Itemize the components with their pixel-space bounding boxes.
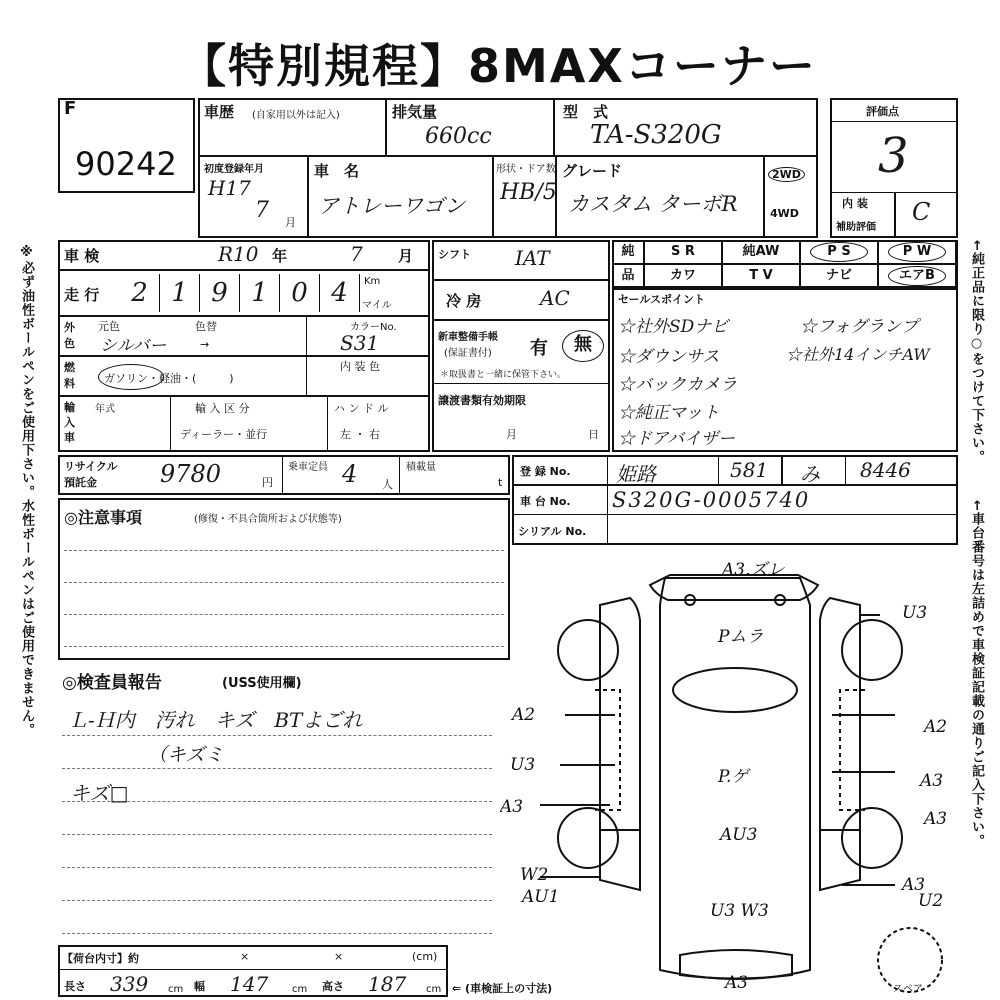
inspection-label: 車 検 [64,247,100,265]
equipment-cell: カワ [644,264,722,288]
fuel-selected-circle [98,364,164,390]
recycle-unit: 円 [262,476,273,489]
car-name-label: 車 名 [314,162,360,180]
cargo-width-label: 幅 [194,980,205,993]
mileage-label: 走 行 [64,286,100,304]
inspector-label: ◎検査員報告 [62,673,162,693]
score-value: 3 [878,128,909,184]
cargo-height-label: 高さ [322,980,344,993]
interior-color-label: 内 装 色 [340,360,380,373]
left-side-note: ※必ず油性ボールペンをご使用下さい。水性ボールペンはご使用できません。 [19,245,34,737]
body-label: 形状・ドア数 [496,164,556,175]
cargo-unit: (cm) [412,950,438,963]
odometer-digit: 1 [160,274,200,312]
color-value: シルバー [100,336,167,356]
equipment-cell: P W [878,240,956,264]
ac-value: AC [540,286,570,310]
displacement-value: 660cc [425,124,492,149]
grade-value: カスタム ターボR [568,192,738,216]
drive-4wd: 4WD [770,207,799,220]
equipment-cell: ナビ [800,264,878,288]
right-rear-panel [820,830,860,890]
import-class-options: ディーラー・並行 [180,428,268,441]
load-label: 積載量 [406,462,436,473]
drive-2wd: 2WD [768,168,805,181]
corner-mark: F [64,98,77,119]
import-handle-label: ハ ン ド ル [334,402,389,415]
history-label: 車歴 [204,103,235,121]
equipment-circle-mark [888,242,946,262]
sales-points-label: セールスポイント [618,293,706,306]
car-name-value: アトレーワゴン [318,194,465,218]
equipment-circle-mark [888,266,946,286]
diag-label-roof-rear: AU3 [720,825,758,845]
cargo-x1: × [240,950,250,963]
sales-point-1: ☆社外SDナビ [618,317,729,337]
inspection-year: R10 [218,242,259,266]
fuel-label: 燃料 [64,361,75,390]
equipment-cell: 純 [612,240,644,264]
chassis-label: 車 台 No. [520,495,571,508]
wheel-front-left [558,620,618,680]
color-section-label: 外色 [64,321,75,350]
recycle-value: 9780 [160,460,222,488]
model-value: TA-S320G [590,120,722,150]
spare-tire [878,928,942,992]
diag-label-lf-door: A2 [512,705,536,725]
sales-point-5: ☆バックカメラ [618,375,737,395]
registration-label: 登 録 No. [520,465,571,478]
lot-number: 90242 [75,145,177,183]
sales-point-3: ☆ダウンサス [618,347,720,367]
diag-label-l-rear: A3 [500,797,524,817]
interior-label2: 補助評価 [836,222,876,233]
manual-yes: 有 [530,338,548,359]
color-replaced-label: 色替 [195,320,217,333]
cargo-length-label: 長さ [64,980,86,993]
wheel-rear-left [558,808,618,868]
interior-label1: 内 装 [842,197,868,210]
odometer-digit: 1 [240,274,280,312]
diag-label-r-rear: A3 [924,809,948,829]
diag-label-r-slide: A3 [920,771,944,791]
history-note: (自家用以外は記入) [252,110,340,121]
sales-point-4: ☆社外14インチAW [786,345,930,364]
capacity-label: 乗車定員 [288,462,328,473]
diag-label-r-quarter-u: U2 [918,891,944,911]
inspection-month: 7 [350,242,363,266]
shift-label: シフト [438,248,471,261]
displacement-label: 排気量 [392,103,438,121]
equipment-cell: 純AW [722,240,800,264]
notes-sub: (修復・不具合箇所および状態等) [194,514,342,525]
first-reg-month: 7 [255,198,269,223]
first-reg-unit: 月 [285,216,296,229]
import-class-label: 輸 入 区 分 [195,402,250,415]
equipment-cell: T V [722,264,800,288]
cargo-label: 【荷台内寸】約 [62,952,139,965]
inspector-line-2: （キズミ [148,744,224,766]
recycle-label2: 預託金 [64,476,97,489]
transfer-month: 月 [506,428,517,441]
right-side-note-bottom: ←車台番号は左詰めで車検証記載の通りご記入下さい。 [969,500,984,848]
cargo-width-cm: cm [292,984,308,995]
inspector-line-1: Ｌ-Ｈ内 汚れ キズ BTよごれ [68,708,363,732]
mileage-km: Km [364,276,381,287]
cargo-height-cm: cm [426,984,442,995]
score-label: 評価点 [866,105,899,118]
manual-label1: 新車整備手帳 [438,332,498,343]
cargo-width: 147 [230,972,269,996]
first-reg-era: H17 [208,176,251,200]
grade-label: グレード [562,162,623,180]
wheel-front-right [842,620,902,680]
diag-label-l-quarter-au: AU1 [522,887,560,907]
diag-label-roof: P.ゲ [718,767,749,787]
diag-label-hood: Pムラ [718,627,764,647]
wheel-rear-right [842,808,902,868]
equipment-cell: S R [644,240,722,264]
load-unit: t [498,476,503,489]
registration-class: 581 [730,458,769,482]
sales-point-6: ☆純正マット [618,403,720,423]
equipment-cell: P S [800,240,878,264]
sales-point-2: ☆フォグランプ [800,317,919,337]
registration-kana: み [800,462,820,486]
import-year-label: 年式 [95,404,115,415]
diag-label-r-quarter-a: A3 [902,875,926,895]
color-orig-label: 元色 [98,320,120,333]
inspector-sub: (USS使用欄) [222,676,302,691]
sales-point-7: ☆ドアバイザー [618,429,736,449]
equipment-cell: エアB [878,264,956,288]
diag-label-rf-fender: U3 [902,603,928,623]
odometer-digit: 2 [120,274,160,312]
import-label: 輸入車 [64,401,75,444]
spare-label: スペア [893,984,923,995]
manual-label2: (保証書付) [444,348,492,359]
cargo-length-cm: cm [168,984,184,995]
diag-label-back-door: U3 W3 [710,901,769,921]
ac-label: 冷 房 [446,292,482,310]
chassis-value: S320G-0005740 [612,488,811,512]
left-rear-panel [600,830,640,890]
inspection-month-unit: 月 [398,247,414,265]
model-label: 型 式 [563,103,609,121]
notes-label: ◎注意事項 [64,508,142,527]
inspector-line-3: キズ□ [70,781,129,805]
serial-label: シリアル No. [518,525,587,538]
odometer-digit: 9 [200,274,240,312]
inspection-year-unit: 年 [272,247,288,265]
odometer-digit: 0 [280,274,320,312]
page-title: 【特別規程】8MAXコーナー [180,39,817,93]
cargo-note: ⇐ (車検証上の寸法) [452,982,553,995]
diag-label-rear-bumper: A3 [725,973,749,993]
cargo-height: 187 [368,972,407,996]
equipment-table [612,240,958,288]
diag-label-rf-door: A2 [924,717,948,737]
shift-value: IAT [515,246,550,270]
recycle-label1: リサイクル [64,460,118,473]
diag-label-l-slide: U3 [510,755,536,775]
equipment-circle-mark [810,242,868,262]
import-handle-options: 左 ・ 右 [340,428,380,441]
manual-no: 無 [562,330,604,362]
odometer [120,274,360,312]
right-side-note-top: ←純正品に限り○をつけて下さい。 [969,240,984,464]
registration-area: 姫路 [616,462,656,486]
color-no-value: S31 [340,331,380,355]
diag-label-front: A3.ズレ [722,560,785,580]
transfer-label: 譲渡書類有効期限 [438,394,526,407]
odometer-digit: 4 [320,274,360,312]
diag-label-l-quarter-w: W2 [520,865,549,885]
body-value: HB/5 [500,180,557,205]
windshield [673,668,797,712]
car-damage-diagram [500,550,960,1000]
capacity-value: 4 [342,460,358,488]
registration-number: 8446 [860,458,911,482]
first-reg-label: 初度登録年月 [204,164,264,175]
transfer-day: 日 [588,428,599,441]
mileage-mile: マイル [362,300,392,311]
fuel-options: ガソリン・軽油・( ) [104,372,234,385]
manual-note: ＊取扱書と一緒に保管下さい。 [440,370,567,380]
equipment-cell: 品 [612,264,644,288]
color-no-label: カラーNo. [350,322,397,333]
interior-value: C [912,198,931,226]
capacity-unit: 人 [382,478,393,491]
cargo-length: 339 [110,972,149,996]
cargo-x2: × [334,950,344,963]
color-arrow: → [200,338,210,351]
